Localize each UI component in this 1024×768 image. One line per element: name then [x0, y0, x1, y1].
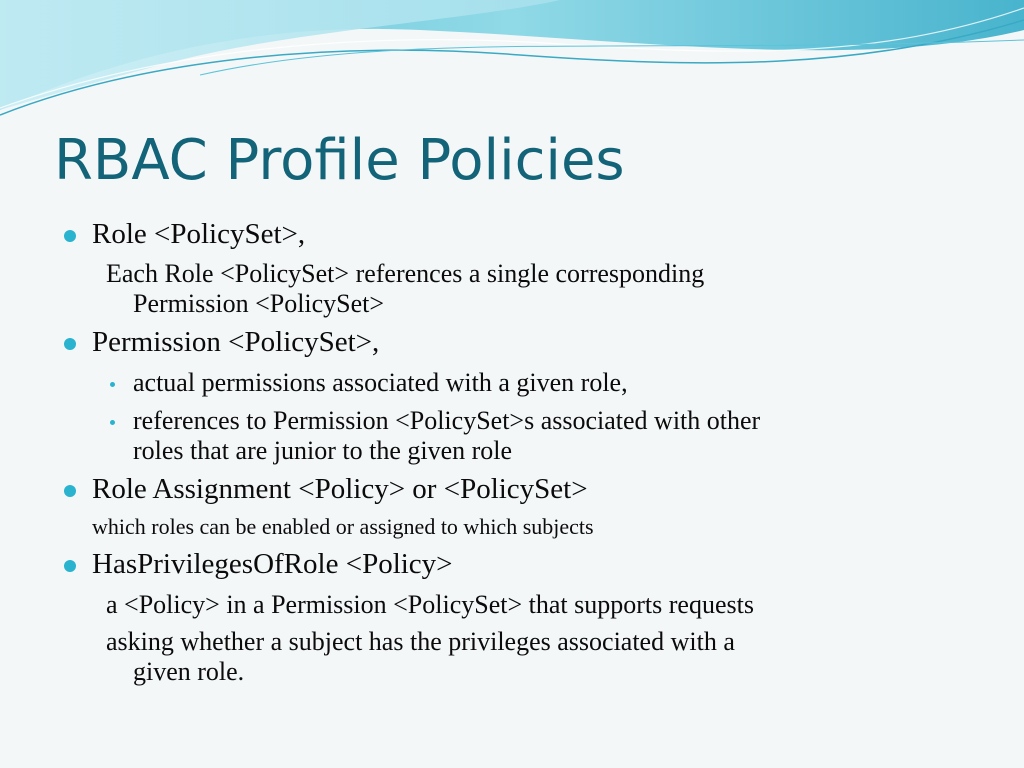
bullet-permission-policyset: Permission <PolicySet>, [92, 326, 380, 358]
bullet-role-policyset: Role <PolicySet>, [92, 218, 306, 250]
bullet-role-assignment: Role Assignment <Policy> or <PolicySet> [92, 473, 588, 505]
bullet-icon [64, 230, 76, 242]
sub-bullet-text: references to Permission <PolicySet>s associated with other [133, 406, 761, 435]
bullet-icon [64, 560, 76, 572]
subtext-line: given role. [133, 657, 245, 686]
bullet-icon [64, 338, 76, 350]
sub-bullet-icon [110, 382, 115, 387]
subtext-line: Each Role <PolicySet> references a single corresponding [106, 259, 705, 288]
sub-bullet-text: roles that are junior to the given role [133, 436, 513, 465]
bullet-icon [64, 485, 76, 497]
slide-title: RBAC Profile Policies [54, 128, 625, 193]
subtext-line: which roles can be enabled or assigned to which subjects [92, 514, 594, 539]
subtext-line: Permission <PolicySet> [133, 289, 385, 318]
sub-bullet-icon [110, 420, 115, 425]
subtext-line: asking whether a subject has the privileges associated with a [106, 627, 735, 656]
bullet-has-privileges-of-role: HasPrivilegesOfRole <Policy> [92, 548, 453, 580]
sub-bullet-text: actual permissions associated with a given role, [133, 368, 628, 397]
subtext-line: a <Policy> in a Permission <PolicySet> that supports requests [106, 590, 754, 619]
